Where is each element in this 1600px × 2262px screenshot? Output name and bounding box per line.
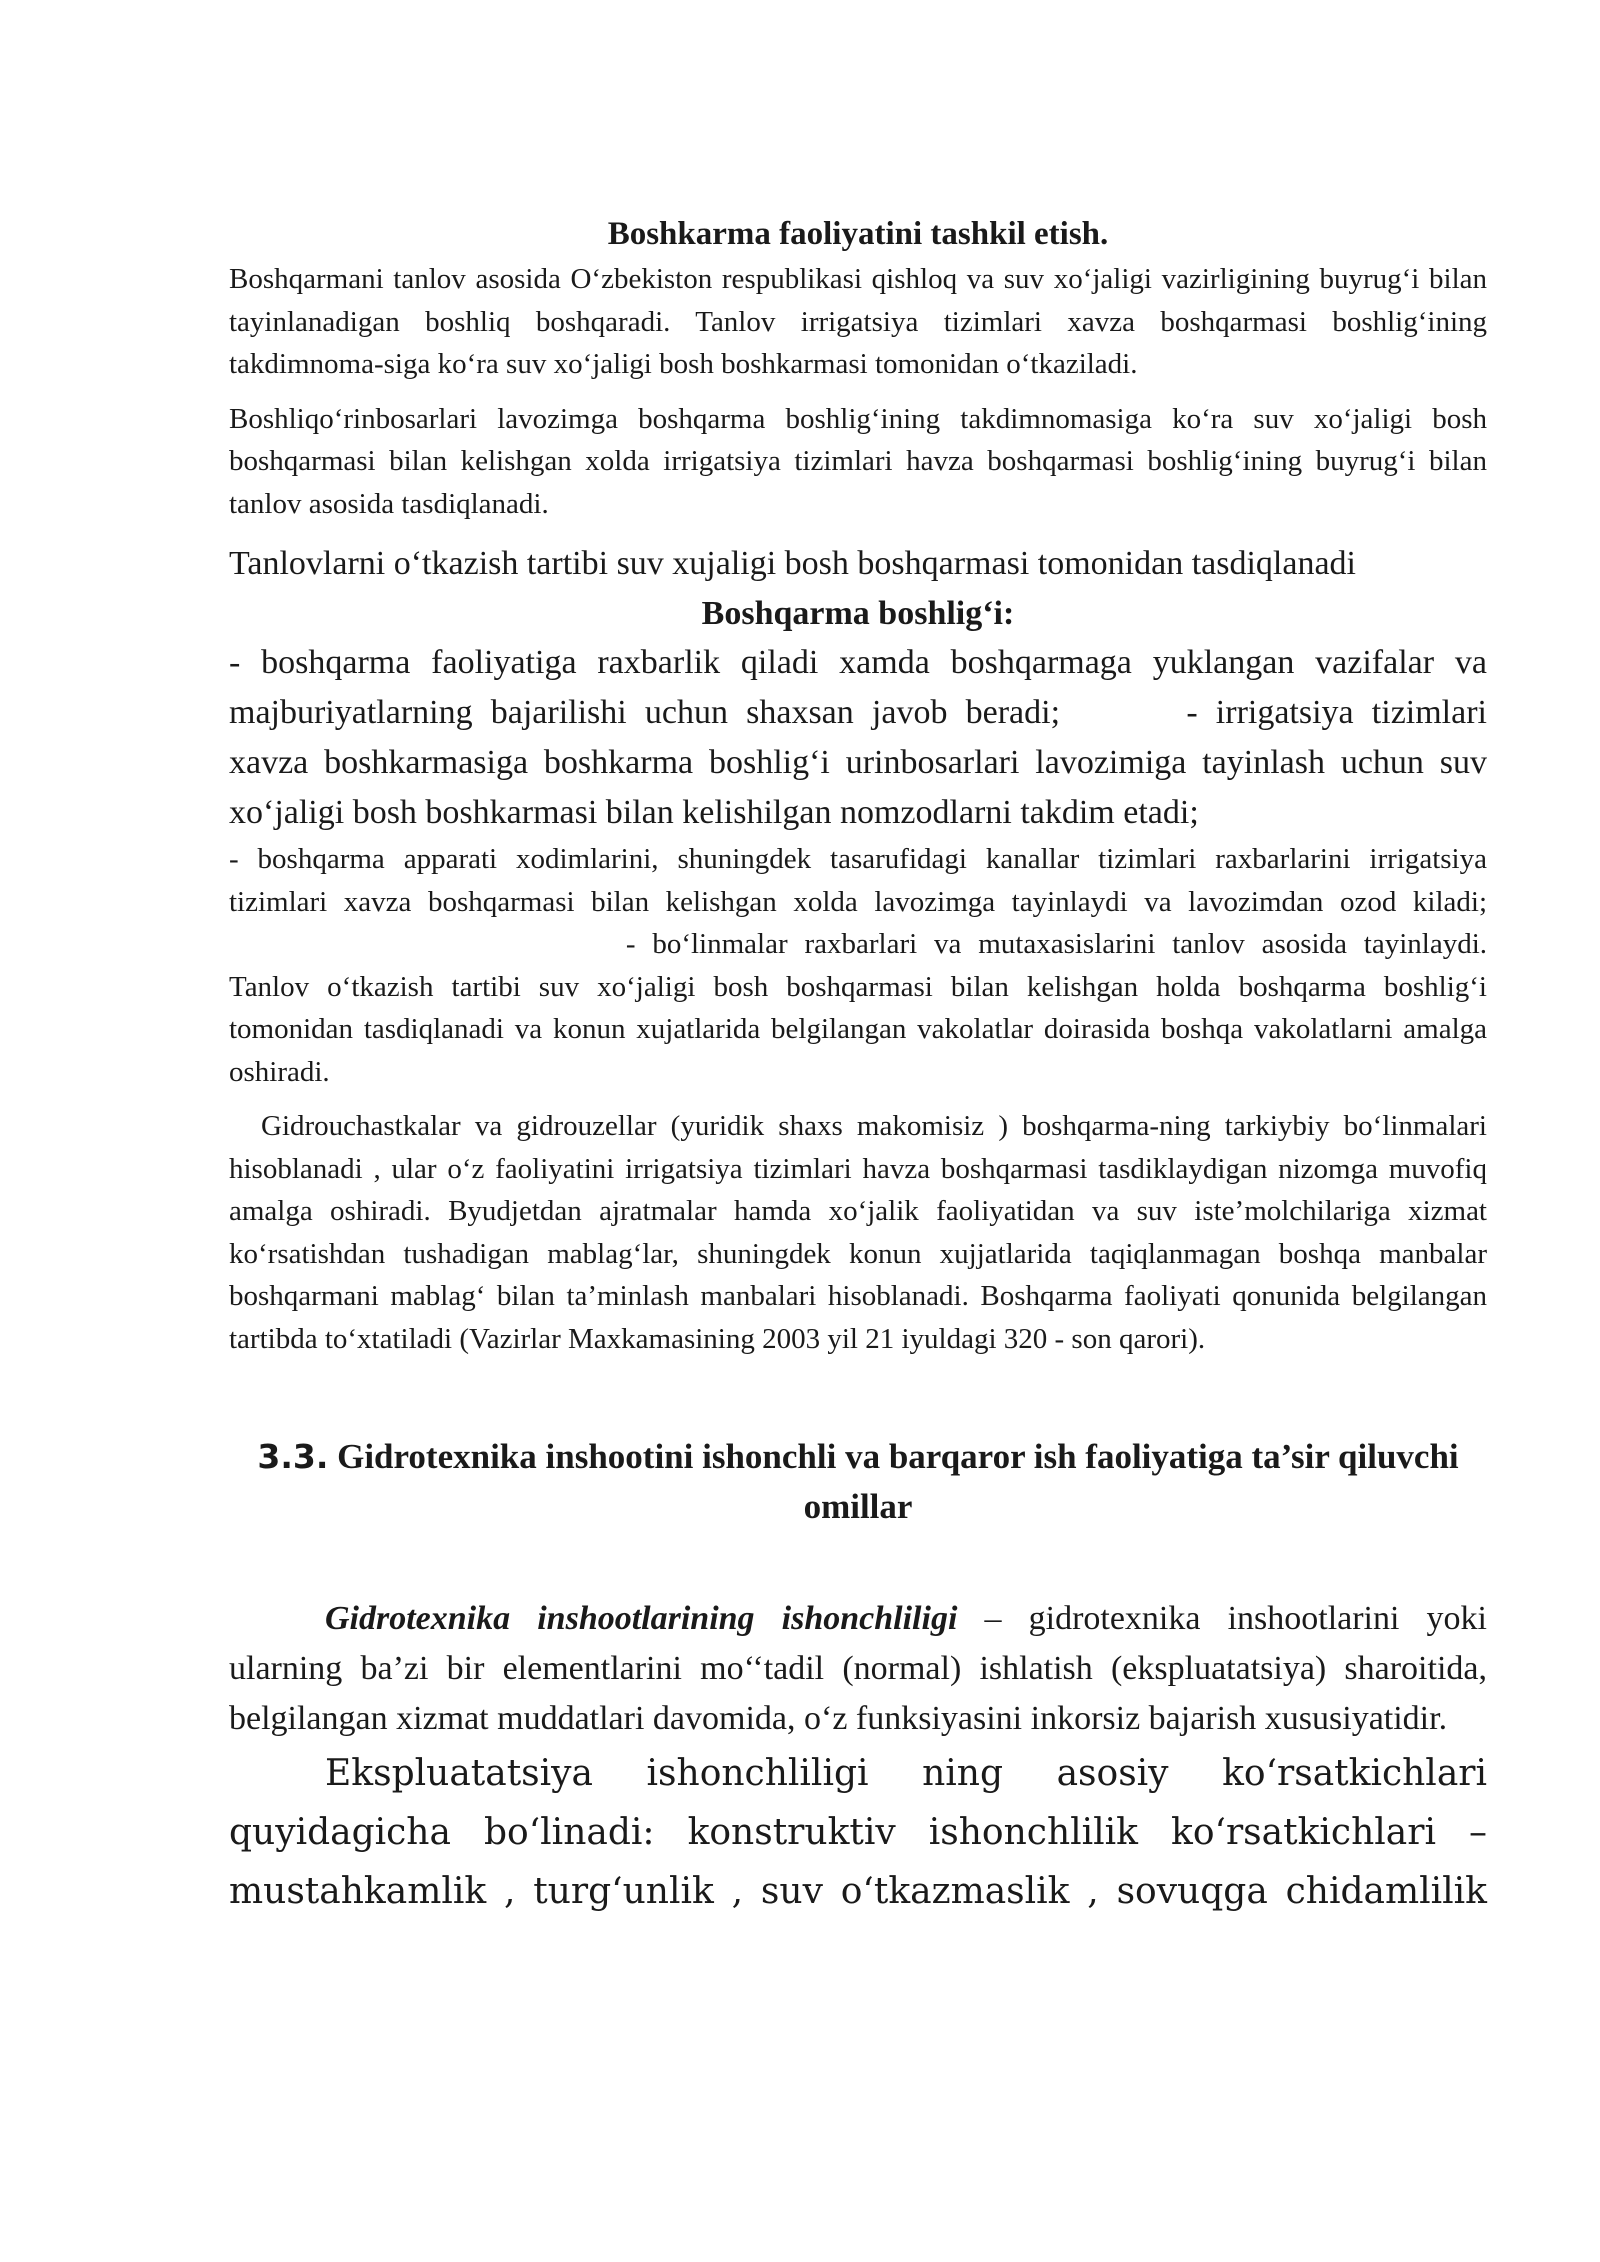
paragraph-reliability-indicators: Ekspluatatsiya ishonchliligi ning asosiy ko‘rsatkichlari quyidagicha bo‘linadi: konstruktiv ishonchlilik ko‘rsatkichlari – mustahkamlik , turg‘unlik , suv o‘tkazmaslik , sovuqga chidamlilik	[229, 1753, 1487, 1912]
paragraph-appointment: Boshqarmani tanlov asosida O‘zbekiston respublikasi qishloq va suv xo‘jaligi vazirligining buyrug‘i bilan tayinlanadigan boshliq boshqaradi. Tanlov irrigatsiya tizimlari xavza boshqarmasi boshlig‘ining takdimnoma-siga ko‘ra suv xo‘jaligi bosh boshkarmasi tomonidan o‘tkaziladi.	[229, 263, 1487, 380]
duty-item-3: - boshqarma apparati xodimlarini, shuningdek tasarufidagi kanallar tizimlari raxbarlarini irrigatsiya tizimlari xavza boshqarmasi bilan kelishgan xolda lavozimga tayinlaydi va lavozimdan ozod kiladi;	[229, 843, 1487, 918]
definition-text: – gidrotexnika inshootlarini yoki ularning ba’zi bir elementlarini mo‘‘tadil (normal) ishlatish (ekspluatatsiya) sharoitida, belgilangan xizmat muddatlari davomida, o‘z funksiyasini inkorsiz bajarish xususiyatidir.	[229, 1600, 1488, 1737]
duties-list-large	[229, 638, 1487, 838]
subheading-head-duties: Boshqarma boshlig‘i:	[701, 595, 1015, 632]
paragraph-tender-order: Tanlovlarni o‘tkazish tartibi suv xujaligi bosh boshqarmasi tomonidan tasdiqlanadi	[229, 545, 1356, 582]
duty-item-4: - bo‘linmalar raxbarlari va mutaxasislarini tanlov asosida tayinlaydi. Tanlov o‘tkazish tartibi suv xo‘jaligi bosh boshqarmasi bilan kelishgan holda boshqarma boshlig‘i tomonidan tasdiqlanadi va konun xujatlarida belgilangan vakolatlar doirasida boshqa vakolatlarni amalga oshiradi.	[229, 928, 1488, 1088]
document-page	[229, 210, 1487, 1921]
paragraph-hydro-sections: Gidrouchastkalar va gidrouzellar (yuridik shaxs makomisiz ) boshqarma-ning tarkiybiy bo‘linmalari hisoblanadi , ular o‘z faoliyatini irrigatsiya tizimlari havza boshqarmasi tasdiklaydigan nizomga muvofiq amalga oshiradi. Byudjetdan ajratmalar hamda xo‘jalik faoliyatidan va suv iste’molchilariga xizmat ko‘rsatishdan tushadigan mablag‘lar, shuningdek konun xujjatlarida taqiqlanmagan boshqa manbalar boshqarmani mablag‘ bilan ta’minlash manbalari hisoblanadi. Boshqarma faoliyati qonunida belgilangan tartibda to‘xtatiladi (Vazirlar Maxkamasining 2003 yil 21 iyuldagi 320 - son qarori).	[229, 1110, 1487, 1355]
duty-item-2: - irrigatsiya tizimlari xavza boshkarmasiga boshkarma boshlig‘i urinbosarlari lavozimiga tayinlash uchun suv xo‘jaligi bosh boshkarmasi bilan kelishilgan nomzodlarni takdim etadi;	[229, 694, 1487, 831]
section-heading: Boshkarma faoliyatini tashkil etish.	[607, 216, 1109, 252]
section-heading-3-3	[229, 1432, 1487, 1532]
paragraph-deputies: Boshliqo‘rinbosarlari lavozimga boshqarma boshlig‘ining takdimnomasiga ko‘ra suv xo‘jaligi bosh boshqarmasi bilan kelishgan xolda irrigatsiya tizimlari havza boshqarmasi boshlig‘ining buyrug‘i bilan tanlov asosida tasdiqlanadi.	[229, 402, 1487, 520]
section-number: 3.3.	[257, 1437, 329, 1476]
definition-paragraph	[229, 1594, 1487, 1744]
definition-term: Gidrotexnika inshootlarining ishonchliligi	[325, 1600, 958, 1637]
section-title: Gidrotexnika inshootini ishonchli va barqaror ish faoliyatiga ta’sir qiluvchi omillar	[337, 1437, 1459, 1526]
duties-list-small	[229, 838, 1487, 1093]
duty-item-1: - boshqarma faoliyatiga raxbarlik qiladi xamda boshqarmaga yuklangan vazifalar va majburiyatlarning bajarilishi uchun shaxsan javob beradi;	[229, 644, 1487, 731]
